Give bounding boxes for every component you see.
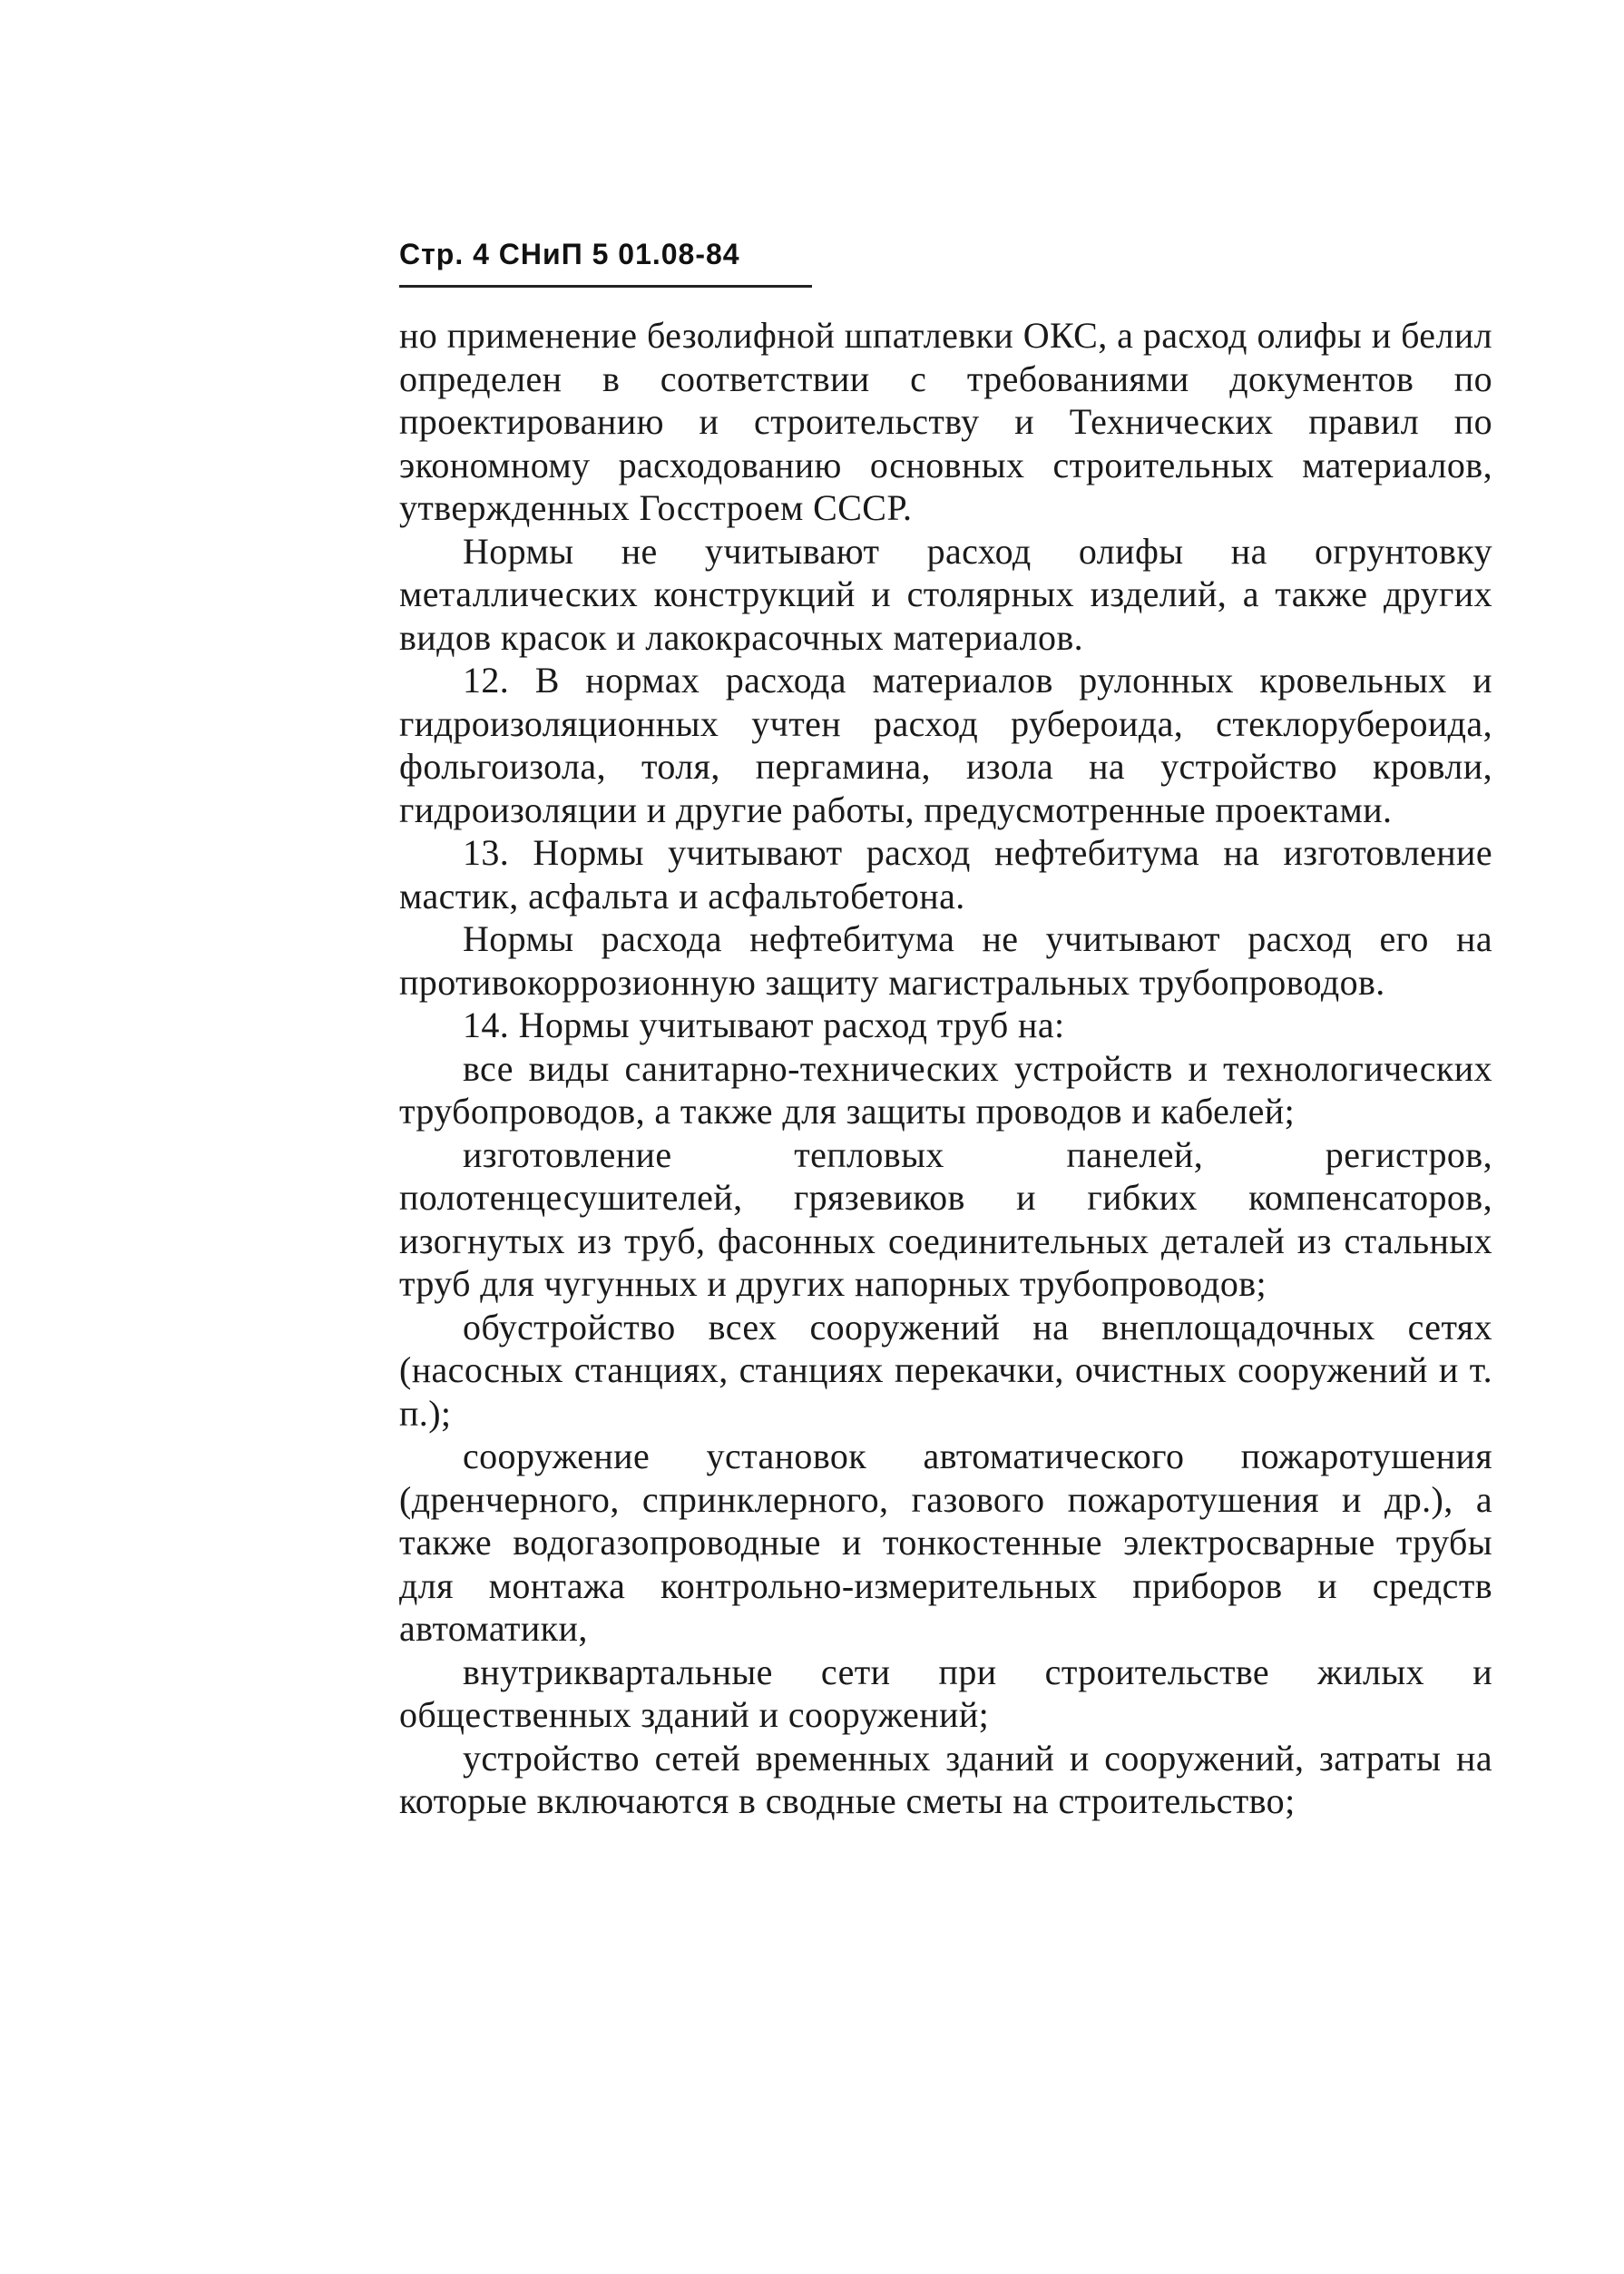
paragraph-olifa-note: Нормы не учитывают расход олифы на огрунтовку металлических конструкций и столярных изделий, а также других видов красок и лакокрасочных материалов. (399, 530, 1492, 658)
paragraph-bitumen-note: Нормы расхода нефтебитума не учитывают расход его на противокоррозионную защиту магистральных трубопроводов. (399, 918, 1492, 1003)
paragraph-12: 12. В нормах расхода материалов рулонных кровельных и гидроизоляционных учтен расход рубероида, стеклорубероида, фольгоизола, толя, пергамина, изола на устройство кровли, гидроизоляции и другие работы, предусмотренные проектами. (399, 660, 1492, 830)
list-item: устройство сетей временных зданий и сооружений, затраты на которые включаются в сводные сметы на строительство; (399, 1737, 1492, 1821)
document-body (399, 314, 1492, 1823)
list-item: сооружение установок автоматического пожаротушения (дренчерного, спринклерного, газового пожаротушения и др.), а также водогазопроводные и тонкостенные электросварные трубы для монтажа контрольно-измерительных приборов и средств автоматики, (399, 1436, 1492, 1649)
list-item: все виды санитарно-технических устройств и технологических трубопроводов, а также для защиты проводов и кабелей; (399, 1047, 1492, 1132)
page-header: Стр. 4 СНиП 5 01.08-84 (399, 238, 740, 270)
paragraph-13: 13. Нормы учитывают расход нефтебитума на изготовление мастик, асфальта и асфальтобетона. (399, 832, 1492, 916)
paragraph-14: 14. Нормы учитывают расход труб на: (463, 1005, 1065, 1045)
paragraph-continuation: но применение безолифной шпатлевки ОКС, а расход олифы и белил определен в соответствии с требованиями документов по проектированию и строительству и Технических правил по экономному расходованию основных строительных материалов, утвержденных Госстроем СССР. (399, 315, 1492, 528)
header-rule (399, 285, 812, 288)
list-item: внутриквартальные сети при строительстве жилых и общественных зданий и сооружений; (399, 1651, 1492, 1735)
list-item: изготовление тепловых панелей, регистров, полотенцесушителей, грязевиков и гибких компенсаторов, изогнутых из труб, фасонных соединительных деталей из стальных труб для чугунных и других напорных трубопроводов; (399, 1133, 1492, 1304)
list-item: обустройство всех сооружений на внеплощадочных сетях (насосных станциях, станциях перекачки, очистных сооружений и т. п.); (399, 1306, 1492, 1434)
